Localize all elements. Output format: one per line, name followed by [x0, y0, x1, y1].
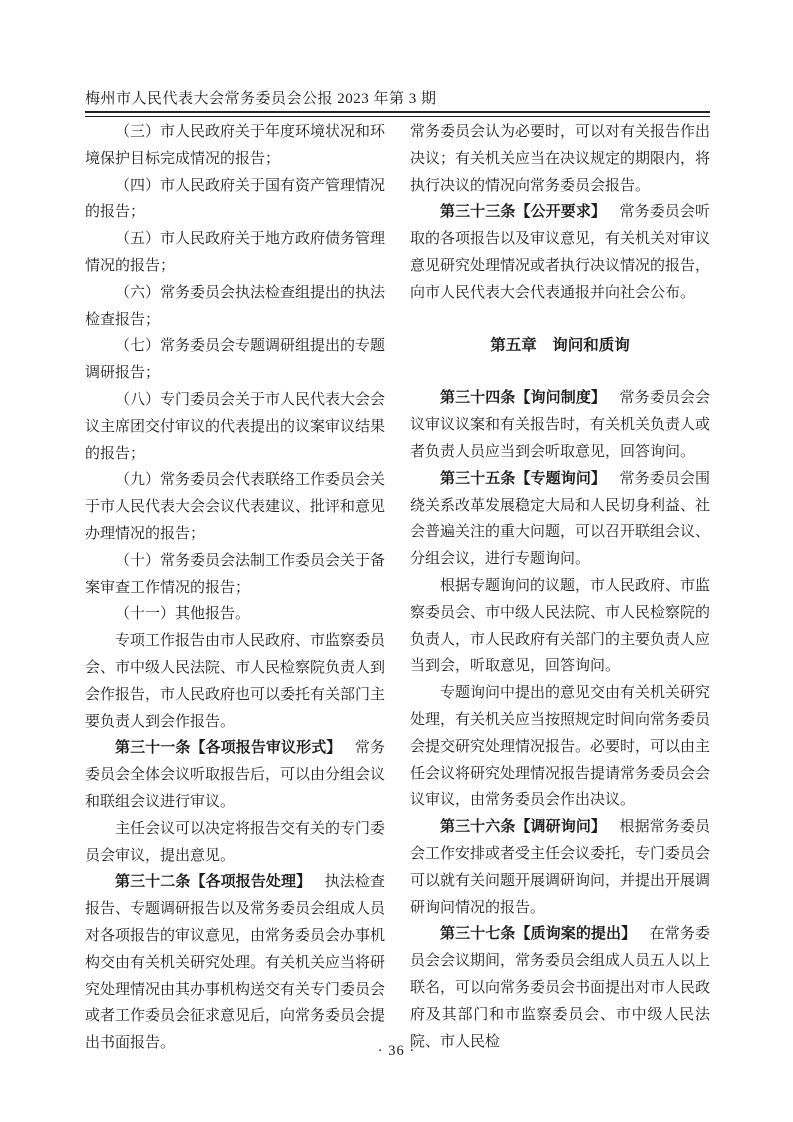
header-rule-thin [85, 116, 710, 117]
paragraph-text: 主任会议可以决定将报告交有关的专门委员会审议，提出意见。 [85, 820, 386, 864]
paragraph [85, 226, 385, 280]
paragraph [85, 280, 385, 334]
paragraph-text: （三）市人民政府关于年度环境状况和环境保护目标完成情况的报告； [85, 124, 386, 167]
paragraph [85, 333, 385, 387]
article-paragraph [410, 814, 710, 921]
paragraph-text: （八）专门委员会关于市人民代表大会会议主席团交付审议的代表提出的议案审议结果的报告； [85, 391, 386, 462]
paragraph-text: （六）常务委员会执法检查组提出的执法检查报告； [85, 284, 386, 328]
paragraph-text: 常务委员会会议审议议案和有关报告时，有关机关负责人或者负责人员应当到会听取意见，回答询问。 [410, 390, 711, 460]
page-header-title: 梅州市人民代表大会常务委员会公报 2023 年第 3 期 [85, 91, 437, 107]
paragraph [410, 119, 710, 199]
paragraph [85, 173, 385, 227]
header-rule-thick [85, 111, 710, 113]
paragraph-text: （九）常务委员会代表联络工作委员会关于市人民代表大会会议代表建议、批评和意见办理情况的报告； [85, 472, 386, 542]
paragraph-text: （五）市人民政府关于地方政府债务管理情况的报告； [85, 231, 386, 274]
article-paragraph [85, 869, 385, 1057]
article-number-label: 第三十三条【公开要求】 [440, 203, 607, 221]
paragraph [85, 816, 385, 870]
article-number-label: 第三十四条【询问制度】 [440, 389, 607, 407]
paragraph [85, 601, 385, 628]
article-number-label: 第三十七条【质询案的提出】 [440, 925, 637, 943]
article-paragraph [410, 385, 710, 465]
paragraph-text: （四）市人民政府关于国有资产管理情况的报告； [85, 177, 386, 221]
paragraph-text: 专题询问中提出的意见交由有关机关研究处理，有关机关应当按照规定时间向常务委员会提交研究处理情况报告。必要时，可以由主任会议将研究处理情况报告提请常务委员会会议审议，由常务委员会作出决议。 [410, 685, 711, 809]
paragraph [85, 119, 385, 173]
article-paragraph [85, 735, 385, 815]
article-number-label: 第三十六条【调研询问】 [440, 818, 607, 836]
paragraph [410, 573, 710, 680]
page-footer [0, 1043, 793, 1060]
article-number-label: 第三十二条【各项报告处理】 [115, 873, 312, 891]
article-number-label: 第三十一条【各项报告审议形式】 [115, 739, 342, 757]
page-number: · 36 · [377, 1043, 416, 1059]
paragraph-text: 执法检查报告、专题调研报告以及常务委员会组成人员对各项报告的审议意见，由常务委员会办事机构交由有关机关研究处理。有关机关应当将研究处理情况由其办事机构送交有关专门委员会或者工作委员会征求意见后，向常务委员会提出书面报告。 [85, 874, 386, 1052]
article-paragraph [410, 466, 710, 573]
paragraph [85, 548, 385, 602]
paragraph-text: 常务委员会听取的各项报告以及审议意见，有关机关对审议意见研究处理情况或者执行决议情况的报告，向市人民代表大会代表通报并向社会公布。 [410, 204, 711, 301]
paragraph-text: 根据常务委员会工作安排或者受主任会议委托，专门委员会可以就有关问题开展调研询问，并提出开展调研询问情况的报告。 [410, 819, 711, 916]
article-paragraph [410, 199, 710, 306]
paragraph [85, 628, 385, 735]
paragraph-text: （十一）其他报告。 [115, 606, 251, 623]
column-left [85, 119, 385, 1057]
paragraph-text: 根据专题询问的议题，市人民政府、市监察委员会、市中级人民法院、市人民检察院的负责人，市人民政府有关部门的主要负责人应当到会，听取意见，回答询问。 [410, 577, 711, 675]
paragraph-text: 专项工作报告由市人民政府、市监察委员会、市中级人民法院、市人民检察院负责人到会作报告，市人民政府也可以委托有关部门主要负责人到会作报告。 [85, 633, 386, 730]
paragraph-text: 在常务委员会会议期间，常务委员会组成人员五人以上联名，可以向常务委员会书面提出对市人民政府及其部门和市监察委员会、市中级人民法院、市人民检 [410, 926, 711, 1050]
chapter-heading: 第五章 询问和质询 [490, 336, 630, 354]
column-right [410, 119, 710, 1057]
paragraph-text: 常务委员会围绕关系改革发展稳定大局和人民切身利益、社会普遍关注的重大问题，可以召开联组会议、分组会议，进行专题询问。 [410, 470, 711, 568]
article-paragraph [410, 921, 710, 1055]
paragraph-text: （七）常务委员会专题调研组提出的专题调研报告； [85, 338, 386, 382]
paragraph-text: 常务委员会全体会议听取报告后，可以由分组会议和联组会议进行审议。 [85, 740, 386, 810]
paragraph [85, 467, 385, 547]
paragraph [85, 387, 385, 467]
paragraph-text: 常务委员会认为必要时，可以对有关报告作出决议；有关机关应当在决议规定的期限内，将执行决议的情况向常务委员会报告。 [410, 124, 711, 194]
paragraph [410, 680, 710, 814]
paragraph-text: （十）常务委员会法制工作委员会关于备案审查工作情况的报告； [85, 552, 386, 596]
article-number-label: 第三十五条【专题询问】 [440, 469, 607, 487]
content-columns [85, 119, 710, 1057]
